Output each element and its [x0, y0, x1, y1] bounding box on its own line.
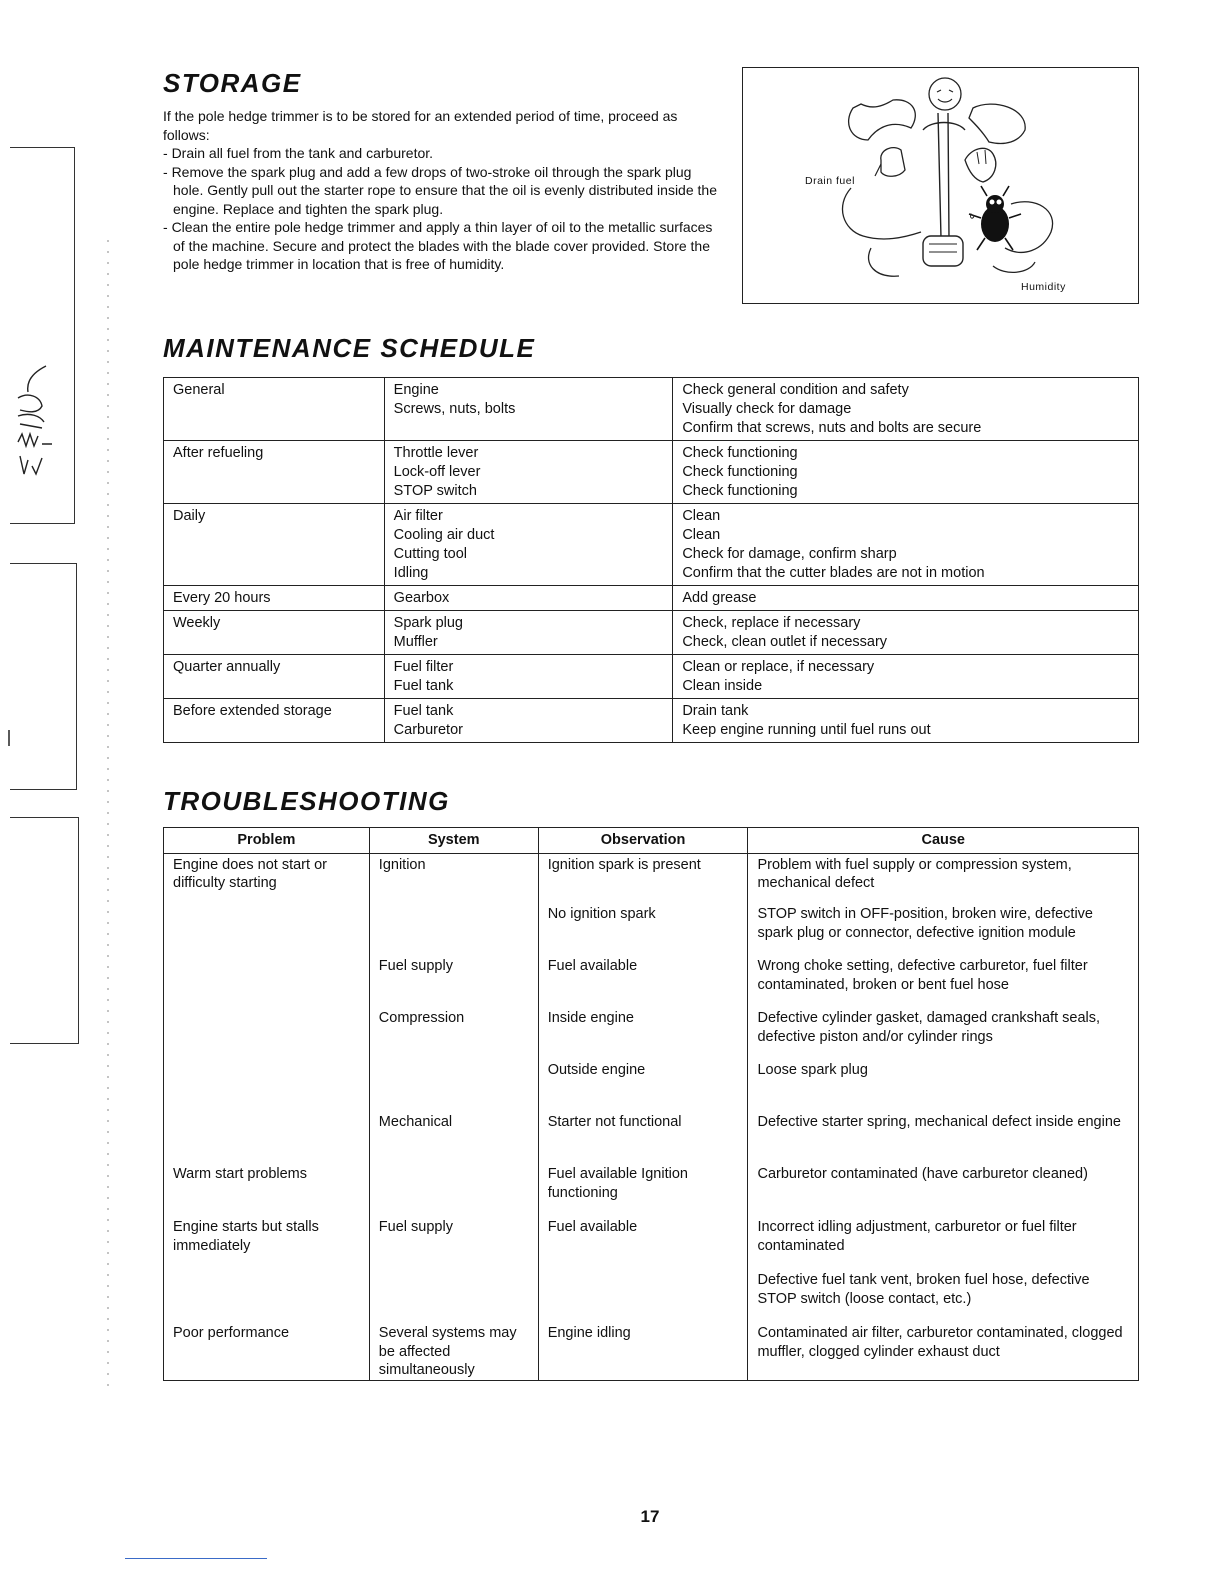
maintenance-action: Clean: [682, 527, 721, 543]
troubleshooting-system: [369, 1271, 538, 1324]
troubleshooting-system: Ignition: [369, 853, 538, 905]
troubleshooting-cause: STOP switch in OFF-position, broken wire, defective spark plug or connector, defective ignition module: [748, 905, 1139, 957]
troubleshooting-observation: No ignition spark: [538, 905, 748, 957]
troubleshooting-problem: [164, 905, 370, 957]
storage-intro: If the pole hedge trimmer is to be stored for an extended period of time, proceed as follows:: [163, 108, 678, 143]
troubleshooting-observation: Outside engine: [538, 1061, 748, 1113]
troubleshooting-system: Several systems may be affected simultaneously: [369, 1324, 538, 1380]
troubleshooting-observation: Fuel available Ignition functioning: [538, 1165, 748, 1218]
margin-dotted-line-icon: [106, 240, 110, 1390]
margin-bracket-bottom: [10, 817, 79, 1044]
storage-text: [163, 107, 718, 274]
troubleshooting-system: [369, 1165, 538, 1218]
trimmer-storage-illustration-icon: [743, 68, 1138, 303]
troubleshooting-row: [164, 957, 1139, 1009]
maintenance-item: Muffler: [393, 634, 438, 650]
troubleshooting-cause: Incorrect idling adjustment, carburetor or fuel filter contaminated: [748, 1218, 1139, 1271]
troubleshooting-cause: Loose spark plug: [748, 1061, 1139, 1113]
maintenance-interval: After refueling: [164, 441, 385, 504]
troubleshooting-problem: [164, 1271, 370, 1324]
maintenance-items: [384, 611, 673, 655]
maintenance-item: Air filter: [393, 508, 443, 524]
maintenance-title: MAINTENANCE SCHEDULE: [163, 333, 536, 363]
storage-title: STORAGE: [163, 68, 302, 98]
maintenance-action: Check, clean outlet if necessary: [682, 634, 888, 650]
maintenance-table: [163, 377, 1139, 743]
troubleshooting-header-row: [164, 828, 1139, 854]
maintenance-item: STOP switch: [393, 483, 477, 499]
maintenance-interval: Daily: [164, 504, 385, 586]
maintenance-interval: Before extended storage: [164, 699, 385, 743]
maintenance-item: Fuel tank: [393, 678, 454, 694]
maintenance-items: [384, 441, 673, 504]
maintenance-item: Fuel filter: [393, 659, 454, 675]
humidity-label: Humidity: [1021, 281, 1066, 293]
maintenance-actions: [673, 504, 1139, 586]
maintenance-action: Clean: [682, 508, 721, 524]
troubleshooting-observation: Starter not functional: [538, 1113, 748, 1165]
maintenance-row: [164, 504, 1139, 586]
storage-step: - Remove the spark plug and add a few drops of two-stroke oil through the spark plug hole. Gently pull out the starter rope to ensure that the oil is evenly distributed inside the engine. Replace and tighten the spark plug.: [163, 163, 718, 219]
maintenance-item: Engine: [393, 382, 439, 398]
maintenance-action: Check functioning: [682, 483, 798, 499]
troubleshooting-title: TROUBLESHOOTING: [163, 786, 450, 816]
maintenance-item: Carburetor: [393, 722, 463, 738]
maintenance-action: Drain tank: [682, 703, 749, 719]
maintenance-interval: Every 20 hours: [164, 586, 385, 611]
maintenance-items: [384, 586, 673, 611]
troubleshooting-observation: Fuel available: [538, 957, 748, 1009]
header-problem: Problem: [164, 828, 370, 854]
drain-fuel-label: Drain fuel: [805, 175, 855, 187]
maintenance-row: [164, 699, 1139, 743]
maintenance-actions: [673, 586, 1139, 611]
troubleshooting-observation: Ignition spark is present: [538, 853, 748, 905]
troubleshooting-row: [164, 1061, 1139, 1113]
troubleshooting-system: [369, 905, 538, 957]
maintenance-item: Idling: [393, 565, 429, 581]
maintenance-action: Keep engine running until fuel runs out: [682, 722, 931, 738]
maintenance-row: [164, 611, 1139, 655]
maintenance-action: Clean inside: [682, 678, 763, 694]
maintenance-actions: [673, 655, 1139, 699]
maintenance-action: Check general condition and safety: [682, 382, 909, 398]
maintenance-row: [164, 378, 1139, 441]
troubleshooting-row: [164, 1271, 1139, 1324]
troubleshooting-observation: Inside engine: [538, 1009, 748, 1061]
margin-scribble-icon: [6, 362, 66, 482]
troubleshooting-system: [369, 1061, 538, 1113]
page-number: 17: [640, 1507, 660, 1526]
troubleshooting-table: [163, 827, 1139, 1381]
troubleshooting-cause: Problem with fuel supply or compression system, mechanical defect: [748, 853, 1139, 905]
troubleshooting-system: Fuel supply: [369, 957, 538, 1009]
troubleshooting-system: Fuel supply: [369, 1218, 538, 1271]
maintenance-interval: Weekly: [164, 611, 385, 655]
maintenance-row: [164, 441, 1139, 504]
maintenance-item: Screws, nuts, bolts: [393, 401, 516, 417]
troubleshooting-row: [164, 853, 1139, 905]
maintenance-row: [164, 586, 1139, 611]
troubleshooting-cause: Wrong choke setting, defective carburetor, fuel filter contaminated, broken or bent fuel hose: [748, 957, 1139, 1009]
maintenance-item: Spark plug: [393, 615, 463, 631]
troubleshooting-cause: Contaminated air filter, carburetor contaminated, clogged muffler, clogged cylinder exhaust duct: [748, 1324, 1139, 1380]
storage-steps: [163, 144, 718, 274]
troubleshooting-row: [164, 1113, 1139, 1165]
troubleshooting-cause: Defective starter spring, mechanical defect inside engine: [748, 1113, 1139, 1165]
maintenance-items: [384, 504, 673, 586]
maintenance-actions: [673, 611, 1139, 655]
header-system: System: [369, 828, 538, 854]
troubleshooting-observation: Engine idling: [538, 1324, 748, 1380]
troubleshooting-problem: Engine does not start or difficulty starting: [164, 853, 370, 905]
maintenance-item: Gearbox: [393, 590, 450, 606]
troubleshooting-cause: Defective fuel tank vent, broken fuel hose, defective STOP switch (loose contact, etc.): [748, 1271, 1139, 1324]
maintenance-actions: [673, 441, 1139, 504]
maintenance-item: Cutting tool: [393, 546, 468, 562]
troubleshooting-system: Compression: [369, 1009, 538, 1061]
storage-step: - Clean the entire pole hedge trimmer and apply a thin layer of oil to the metallic surfaces of the machine. Secure and protect the blades with the blade cover provided. Store the pole hedge trimmer in location that is free of humidity.: [163, 218, 718, 274]
troubleshooting-row: [164, 1009, 1139, 1061]
header-observation: Observation: [538, 828, 748, 854]
troubleshooting-observation: [538, 1271, 748, 1324]
bottom-rule: [125, 1558, 267, 1559]
troubleshooting-system: Mechanical: [369, 1113, 538, 1165]
maintenance-action: Confirm that screws, nuts and bolts are secure: [682, 420, 982, 436]
maintenance-item: Throttle lever: [393, 445, 479, 461]
troubleshooting-row: [164, 1324, 1139, 1380]
troubleshooting-problem: [164, 1061, 370, 1113]
maintenance-action: Check, replace if necessary: [682, 615, 861, 631]
troubleshooting-problem: Warm start problems: [164, 1165, 370, 1218]
maintenance-item: Lock-off lever: [393, 464, 481, 480]
maintenance-item: Fuel tank: [393, 703, 454, 719]
troubleshooting-cause: Defective cylinder gasket, damaged crankshaft seals, defective piston and/or cylinder rings: [748, 1009, 1139, 1061]
margin-bracket-middle: [10, 563, 77, 790]
troubleshooting-problem: [164, 957, 370, 1009]
maintenance-items: [384, 699, 673, 743]
maintenance-item: Cooling air duct: [393, 527, 495, 543]
maintenance-interval: General: [164, 378, 385, 441]
troubleshooting-problem: Engine starts but stalls immediately: [164, 1218, 370, 1271]
maintenance-action: Confirm that the cutter blades are not in motion: [682, 565, 985, 581]
troubleshooting-row: [164, 905, 1139, 957]
maintenance-action: Visually check for damage: [682, 401, 852, 417]
storage-step: - Drain all fuel from the tank and carburetor.: [163, 144, 718, 163]
troubleshooting-observation: Fuel available: [538, 1218, 748, 1271]
maintenance-actions: [673, 699, 1139, 743]
troubleshooting-problem: [164, 1113, 370, 1165]
maintenance-items: [384, 655, 673, 699]
maintenance-action: Check functioning: [682, 464, 798, 480]
margin-mark-icon: [6, 730, 12, 746]
troubleshooting-cause: Carburetor contaminated (have carburetor cleaned): [748, 1165, 1139, 1218]
troubleshooting-row: [164, 1218, 1139, 1271]
maintenance-items: [384, 378, 673, 441]
header-cause: Cause: [748, 828, 1139, 854]
maintenance-row: [164, 655, 1139, 699]
maintenance-action: Clean or replace, if necessary: [682, 659, 875, 675]
troubleshooting-row: [164, 1165, 1139, 1218]
maintenance-action: Check functioning: [682, 445, 798, 461]
troubleshooting-problem: [164, 1009, 370, 1061]
troubleshooting-problem: Poor performance: [164, 1324, 370, 1380]
maintenance-interval: Quarter annually: [164, 655, 385, 699]
maintenance-action: Add grease: [682, 590, 757, 606]
maintenance-actions: [673, 378, 1139, 441]
maintenance-action: Check for damage, confirm sharp: [682, 546, 897, 562]
storage-illustration: [742, 67, 1139, 304]
